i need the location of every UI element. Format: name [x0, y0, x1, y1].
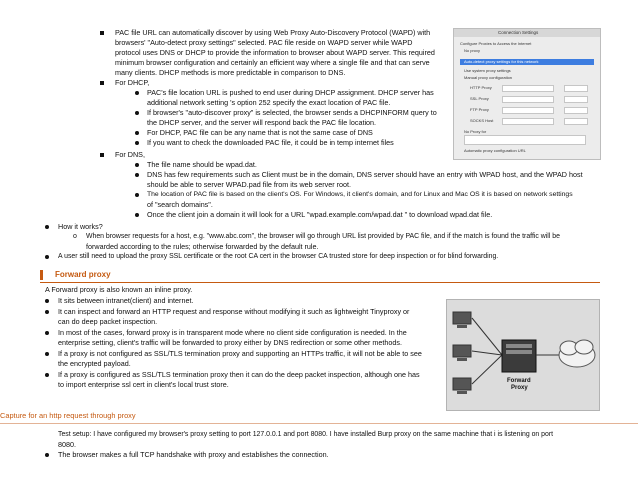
- bullet-square-icon: [100, 30, 104, 40]
- socks-port-field: [564, 118, 588, 125]
- caption-rule: [0, 423, 638, 424]
- capture-caption: Capture for an http request through proxy: [0, 411, 136, 420]
- socks-host-field: [502, 118, 554, 125]
- bullet-o-icon: o: [73, 233, 77, 240]
- proxy-label-line1: Forward: [507, 378, 531, 384]
- ssl-proxy-label: SSL Proxy: [470, 96, 489, 101]
- bullet-dot-icon: [45, 254, 49, 264]
- pac-line-2: browsers' "Auto-detect proxy settings" selected. PAC file reside on WAPD server while WAPD: [115, 38, 413, 47]
- capture-test-setup-2: 8080.: [58, 440, 76, 449]
- bullet-square-icon: [100, 152, 104, 162]
- dhcp-line-5: For DHCP, PAC file can be any name that is not the same case of DNS: [147, 128, 373, 137]
- dialog-heading: Configure Proxies to Access the Internet: [460, 41, 532, 46]
- bullet-dot-icon: [135, 192, 139, 202]
- socks-host-label: SOCKS Host: [470, 118, 494, 123]
- option-manual-proxy: Manual proxy configuration: [464, 75, 513, 80]
- forward-bullet-1: It sits between intranet(client) and internet.: [58, 296, 194, 305]
- ftp-proxy-field: [502, 107, 554, 114]
- bullet-dot-icon: [45, 298, 49, 308]
- dhcp-line-1: PAC's file location URL is pushed to end user during DHCP assignment. DHCP server has: [147, 88, 434, 97]
- bullet-dot-icon: [135, 140, 139, 150]
- option-auto-detect: Auto-detect proxy settings for this network: [464, 59, 539, 64]
- heading-rule: [40, 282, 600, 283]
- pac-line-4: minimum browser configuration and certainly an efficient way where a single file and that can serve: [115, 58, 430, 67]
- forward-bullet-5b: to import enterprise ssl cert in client's local trust store.: [58, 380, 229, 389]
- forward-bullet-2a: It can inspect and forward an HTTP request and response without modifying it such as lightweight Tinyproxy or: [58, 307, 410, 316]
- dhcp-line-3: If browser's "auto-discover proxy" is selected, the browser sends a DHCPINFORM query to: [147, 108, 437, 117]
- http-port-field: [564, 85, 588, 92]
- forward-proxy-diagram-svg: [447, 300, 599, 410]
- dns-line-3: should be able to server WPAD.pad file from its web server root.: [147, 180, 351, 189]
- ftp-proxy-label: FTP Proxy: [470, 107, 489, 112]
- forward-intro: A Forward proxy is also known an inline proxy.: [45, 285, 193, 294]
- internet-cloud-icon: [559, 340, 595, 367]
- capture-bullet-1: The browser makes a full TCP handshake with proxy and establishes the connection.: [58, 450, 329, 459]
- forward-proxy-heading: Forward proxy: [55, 270, 111, 279]
- heading-accent-bar: [40, 270, 43, 280]
- option-no-proxy: No proxy: [464, 48, 481, 53]
- bullet-dot-icon: [45, 372, 49, 382]
- how-line-3: A user still need to upload the proxy SSL certificate or the root CA cert in the browser CA trusted store for deep inspection or for blind forwarding.: [58, 253, 499, 260]
- bullet-dot-icon: [45, 330, 49, 340]
- dialog-title: Connection Settings: [498, 30, 539, 35]
- bullet-dot-icon: [135, 110, 139, 120]
- option-system-proxy: Use system proxy settings: [464, 68, 511, 73]
- ftp-port-field: [564, 107, 588, 114]
- dhcp-line-2: additional network setting 's option 252 specify the exact location of PAC file.: [147, 98, 391, 107]
- dns-line-2: DNS has few requirements such as Client must be in the domain, DNS server should have an entry with WPAD host, and the WPAD host: [147, 170, 583, 179]
- bullet-dot-icon: [135, 172, 139, 182]
- pac-line-3: protocol uses DNS or DHCP to provide the information to browser about WAPD server. This required: [115, 48, 435, 57]
- pac-line-5: many clients. DHCP methods is more predictable in comparison to DNS.: [115, 68, 346, 77]
- bullet-dot-icon: [135, 212, 139, 222]
- bullet-dot-icon: [45, 452, 49, 462]
- dns-title: For DNS,: [115, 150, 145, 159]
- forward-bullet-2b: can do deep packet inspection.: [58, 317, 158, 326]
- forward-bullet-3b: enterprise setting, client's traffic will be forwarded to proxy either by DNS redirection or some other methods.: [58, 338, 402, 347]
- forward-proxy-diagram: [446, 299, 600, 411]
- no-proxy-for-field: [464, 135, 586, 145]
- dhcp-title: For DHCP,: [115, 78, 150, 87]
- dhcp-line-6: If you want to check the downloaded PAC file, it could be in temp internet files: [147, 138, 394, 147]
- dns-line-1: The file name should be wpad.dat.: [147, 160, 257, 169]
- proxy-label-line2: Proxy: [511, 385, 528, 391]
- http-proxy-label: HTTP Proxy: [470, 85, 492, 90]
- how-line-2: forwarded according to the rules; otherwise forwarded by the default rule.: [86, 242, 319, 251]
- forward-bullet-4b: the encrypted payload.: [58, 359, 131, 368]
- ssl-port-field: [564, 96, 588, 103]
- http-proxy-field: [502, 85, 554, 92]
- bullet-dot-icon: [45, 351, 49, 361]
- forward-bullet-3a: In most of the cases, forward proxy is in transparent mode where no client side configuration is needed. In the: [58, 328, 407, 337]
- how-title: How it works?: [58, 222, 103, 231]
- auto-config-url-label: Automatic proxy configuration URL: [464, 148, 526, 153]
- capture-test-setup-1: Test setup: I have configured my browser's proxy setting to port 127.0.0.1 and port 8080. I have installed Burp proxy on the same machine that i is listening on port: [58, 431, 554, 438]
- dhcp-line-4: the DHCP server, and the server will respond back the PAC file location.: [147, 118, 377, 127]
- connection-settings-screenshot: [453, 28, 601, 160]
- bullet-dot-icon: [135, 162, 139, 172]
- bullet-dot-icon: [135, 130, 139, 140]
- bullet-dot-icon: [45, 309, 49, 319]
- ssl-proxy-field: [502, 96, 554, 103]
- forward-bullet-5a: If a proxy is configured as SSL/TLS termination proxy then it can do the deep packet inspection, although one has: [58, 370, 420, 379]
- bullet-dot-icon: [45, 224, 49, 234]
- dns-line-4: The location of PAC file is based on the client's OS. For Windows, it client's domain, and for Linux and Mac OS it is based on network settings: [147, 191, 573, 198]
- how-line-1: When browser requests for a host, e.g. "www.abc.com", the browser will go through URL list provided by PAC file, and if the match is found the traffic will be: [86, 233, 560, 240]
- bullet-dot-icon: [135, 90, 139, 100]
- dns-line-5: of "search domains".: [147, 200, 213, 209]
- pac-line-1: PAC file URL can automatically discover by using Web Proxy Auto-Discovery Protocol (WAPD) with: [115, 28, 431, 37]
- no-proxy-for-label: No Proxy for: [464, 129, 487, 134]
- forward-bullet-4a: If a proxy is not configured as SSL/TLS termination proxy and supporting an HTTPs traffic, it will not be able to see: [58, 349, 422, 358]
- bullet-square-icon: [100, 80, 104, 90]
- dns-line-6: Once the client join a domain it will look for a URL "wpad.example.com/wpad.dat " to download wpad.dat file.: [147, 210, 493, 219]
- forward-proxy-server-icon: [502, 340, 536, 372]
